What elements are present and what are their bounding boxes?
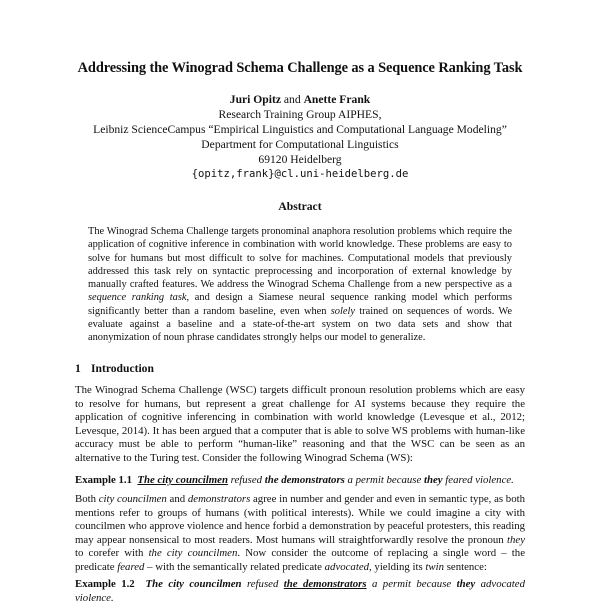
- example-text: a permit because: [366, 578, 457, 590]
- affiliation: 69120 Heidelberg: [258, 153, 342, 166]
- example-candidate: The city councilmen: [137, 474, 228, 486]
- affiliation: Department for Computational Linguistics: [201, 138, 399, 151]
- abstract-emphasis: sequence ranking task: [88, 292, 187, 304]
- text-span: and: [166, 493, 188, 505]
- abstract-emphasis: solely: [330, 305, 355, 317]
- text-emphasis: demonstrators: [187, 493, 251, 505]
- example-text: refused: [241, 578, 284, 590]
- intro-paragraph: The Winograd Schema Challenge (WSC) targets difficult pronoun resolution problems which are easy to resolve for humans, but represent a great challenge for AI systems because they require the application of cognitive inferencing in combination with world knowledge (Levesque et al., 2012; Levesque, 2014). It has been argued that a computer that is able to solve WS problems with human-like accuracy must be able to perform “human-like” reasoning and that the WSC can be seen as an alternative to the Turing test. Consider the following Winograd Schema (WS):: [75, 384, 525, 464]
- author-block: [0, 92, 600, 182]
- section-heading: [75, 362, 154, 375]
- text-emphasis: the city councilmen: [148, 547, 238, 560]
- example-label: Example 1.2: [75, 578, 135, 590]
- text-emphasis: city councilmen: [98, 493, 167, 505]
- text-span: Both: [75, 493, 99, 505]
- text-emphasis: twin: [425, 560, 445, 573]
- author-line: [0, 92, 600, 107]
- text-span: – with the semantically related predicate: [144, 560, 325, 573]
- abstract-heading: Abstract: [278, 200, 322, 213]
- example-candidate: The city councilmen: [145, 578, 242, 590]
- example-pronoun: they: [456, 578, 476, 590]
- example-2: [75, 578, 525, 605]
- example-pronoun: they: [424, 474, 443, 486]
- abstract-span: trained on sequences of words. We evaluate against a baseline and a state-of-the-art system on two data sets and show that anonymization of noun phrase candidates strongly helps our model to generalize.: [88, 305, 512, 344]
- paper-title: Addressing the Winograd Schema Challenge as a Sequence Ranking Task: [77, 60, 523, 76]
- affiliation: Leibniz ScienceCampus “Empirical Linguistics and Computational Language Modeling”: [93, 123, 507, 136]
- text-span: . Now consider the outcome of replacing a single word – the predicate: [75, 547, 525, 573]
- section-title: Introduction: [91, 362, 154, 375]
- example-1: [75, 474, 525, 488]
- text-span: , yielding its: [369, 560, 426, 573]
- example-text: feared violence.: [442, 474, 514, 486]
- author-name: Juri Opitz: [229, 93, 281, 106]
- abstract-text: [88, 225, 512, 345]
- abstract-span: , and design a Siamese neural sequence ranking model which performs significantly better than a random baseline, even when: [88, 292, 512, 317]
- author-email: {opitz,frank}@cl.uni-heidelberg.de: [191, 168, 409, 180]
- example-candidate: the demonstrators: [283, 578, 367, 590]
- example-candidate: the demonstrators: [264, 474, 345, 486]
- text-span: to corefer with: [75, 547, 149, 560]
- text-emphasis: advocated: [324, 560, 370, 573]
- text-span: agree in number and gender and even in semantic type, as both mentions refer to groups of humans (with political interests). While we could imagine a city with councilmen who approve violence and hence forbid a demonstration by peaceful protesters, this reading may appear nonsensical to most readers. Most humans will straightforwardly resolve the pronoun: [75, 493, 525, 546]
- abstract-span: The Winograd Schema Challenge targets pronominal anaphora resolution problems which require the application of cognitive inference in combination with world knowledge. These problems are easy to solve for humans but most difficult to solve for machines. Computational models that previously addressed this task rely on syntactic preprocessing and incorporation of external knowledge by manually crafted features. We address the Winograd Schema Challenge from a new perspective as a: [88, 226, 512, 291]
- text-span: sentence:: [444, 560, 487, 573]
- affiliation: Research Training Group AIPHES,: [218, 108, 382, 121]
- section-number: 1: [75, 362, 81, 375]
- author-name: Anette Frank: [303, 93, 371, 106]
- example-text: refused: [227, 474, 265, 486]
- example-label: Example 1.1: [75, 474, 132, 486]
- example-text: advocated violence.: [75, 578, 525, 604]
- text-emphasis: they: [507, 533, 525, 546]
- text-emphasis: feared: [117, 560, 145, 573]
- example-text: a permit because: [344, 474, 425, 486]
- intro-paragraph-2: [75, 493, 525, 575]
- author-conjunction: and: [283, 93, 301, 106]
